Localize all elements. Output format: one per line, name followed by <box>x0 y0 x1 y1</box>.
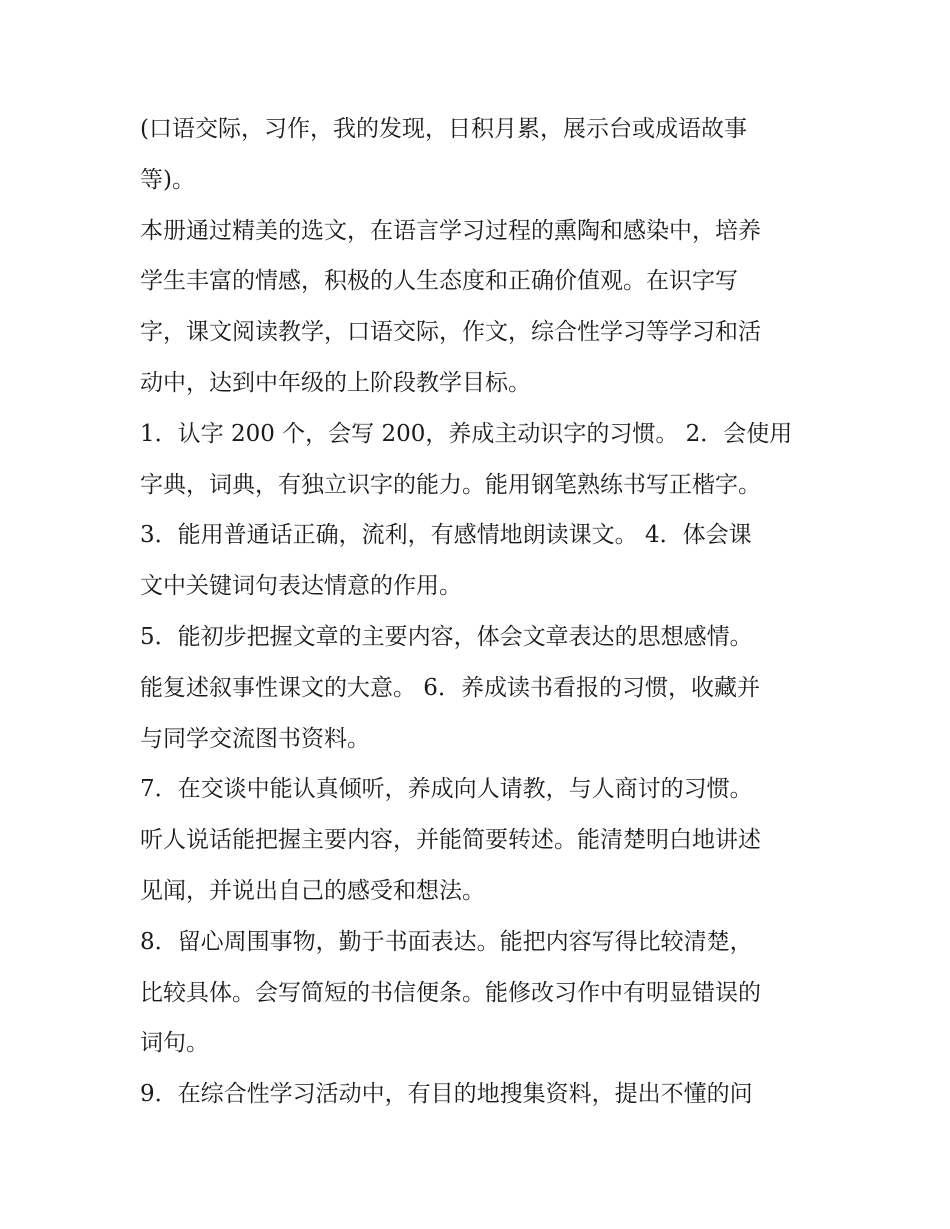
paragraph-4 <box>140 612 812 764</box>
paragraph-1 <box>140 104 812 206</box>
text-line: 3．能用普通话正确，流利，有感情地朗读课文。 4．体会课 <box>140 522 752 549</box>
document-body <box>140 104 812 1120</box>
text-line: (口语交际，习作，我的发现，日积月累，展示台或成语故事 <box>140 116 747 142</box>
text-line: 学生丰富的情感，积极的人生态度和正确价值观。在识字写 <box>140 268 738 295</box>
text-line: 能复述叙事性课文的大意。 6．养成读书看报的习惯，收藏并 <box>140 674 760 701</box>
text-line: 比较具体。会写简短的书信便条。能修改习作中有明显错误的 <box>140 979 761 1006</box>
text-line: 与同学交流图书资料。 <box>140 725 370 752</box>
text-line: 字，课文阅读教学，口语交际，作文，综合性学习等学习和活 <box>140 319 761 346</box>
text-line: 5．能初步把握文章的主要内容，体会文章表达的思想感情。 <box>140 623 753 650</box>
text-line: 9．在综合性学习活动中，有目的地搜集资料，提出不懂的问 <box>140 1081 753 1108</box>
text-line: 词句。 <box>140 1030 209 1057</box>
text-line: 字典，词典，有独立识字的能力。能用钢笔熟练书写正楷字。 <box>140 471 761 498</box>
paragraph-3 <box>140 409 812 612</box>
text-line: 7．在交谈中能认真倾听，养成向人请教，与人商讨的习惯。 <box>140 776 753 803</box>
text-line: 本册通过精美的选文，在语言学习过程的熏陶和感染中，培养 <box>140 217 761 244</box>
text-line: 听人说话能把握主要内容，并能简要转述。能清楚明白地讲述 <box>140 827 761 854</box>
paragraph-5 <box>140 764 812 916</box>
text-line: 8．留心周围事物，勤于书面表达。能把内容写得比较清楚， <box>140 928 753 955</box>
text-line: 动中，达到中年级的上阶段教学目标。 <box>140 369 531 396</box>
paragraph-6 <box>140 917 812 1069</box>
text-line: 文中关键词句表达情意的作用。 <box>140 573 462 600</box>
paragraph-7 <box>140 1069 812 1120</box>
paragraph-2 <box>140 206 812 409</box>
text-line: 见闻，并说出自己的感受和想法。 <box>140 877 485 904</box>
text-line: 等)。 <box>140 166 195 193</box>
text-line: 1．认字 200 个，会写 200，养成主动识字的习惯。 2．会使用 <box>140 420 793 447</box>
